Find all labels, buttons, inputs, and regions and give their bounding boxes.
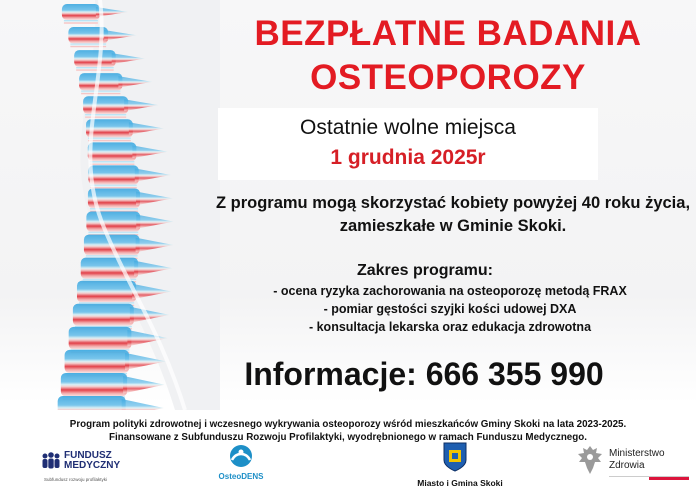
footer-line-2: Finansowane z Subfunduszu Rozwoju Profilaktyki, wyodrębnionego w ramach Funduszu Medycznego. [109, 432, 587, 443]
sponsor-logos [0, 442, 696, 492]
vertebra [83, 96, 128, 114]
vertebra [61, 373, 127, 397]
vertebral-disc [64, 20, 98, 24]
vertebra-process [123, 376, 164, 394]
title-line-1: BEZPŁATNE BADANIA [254, 14, 642, 53]
vertebra [69, 327, 132, 350]
ministerstwo-line-1: Ministerstwo [609, 448, 665, 459]
osteodens-mark-icon [226, 444, 256, 468]
contact-phone: Informacje: 666 355 990 [244, 356, 604, 392]
vertebra [79, 73, 122, 90]
footer-line-1: Program polityki zdrowotnej i wczesnego wykrywania osteoporozy wśród mieszkańców Gminy Skoki na lata 2023-2025. [69, 419, 627, 430]
gmina-text: Miasto i Gmina Skoki [417, 478, 503, 488]
vertebral-disc [88, 138, 131, 142]
event-date: 1 grudnia 2025r [330, 146, 486, 169]
vertebra-process [122, 399, 164, 410]
vertebral-disc [90, 161, 135, 165]
skoki-crest-icon [443, 442, 467, 472]
osteodens-text: OsteoDENS [218, 472, 264, 481]
vertebra [88, 165, 138, 184]
vertebra [62, 4, 100, 20]
osteodens-logo [214, 444, 268, 488]
polish-eagle-icon [575, 444, 605, 476]
date-box [218, 108, 598, 180]
vertebra [74, 50, 116, 67]
title-line-2: OSTEOPOROZY [310, 58, 586, 97]
vertebra [81, 258, 138, 279]
vertebra [58, 396, 126, 410]
scope-item: - konsultacja lekarska oraz edukacja zdrowotna [308, 320, 592, 334]
vertebral-disc [76, 67, 114, 71]
vertebral-disc [81, 91, 120, 95]
people-icon [40, 452, 62, 470]
scope-item: - pomiar gęstości szyjki kości udowej DXA [323, 302, 577, 316]
vertebra [86, 212, 140, 232]
spine-illustration [0, 0, 220, 410]
subtitle: Ostatnie wolne miejsca [300, 116, 516, 139]
footer-text [0, 418, 696, 444]
vertebra [73, 304, 134, 326]
vertebra [77, 281, 136, 303]
scope-title: Zakres programu: [356, 262, 494, 279]
fundusz-line-1: FUNDUSZ [64, 450, 112, 461]
fundusz-sub: Subfundusz rozwoju profilaktyki [44, 477, 108, 482]
vertebra [65, 350, 129, 373]
vertebra [88, 142, 137, 161]
fundusz-medyczny-logo [40, 446, 160, 486]
gmina-skoki-logo [405, 442, 515, 490]
ministerstwo-line-2: Zdrowia [609, 460, 645, 471]
scope-list [230, 282, 670, 336]
scope-item: - ocena ryzyka zachorowania na osteoporozę metodą FRAX [273, 284, 627, 298]
vertebral-disc [90, 185, 136, 189]
fundusz-line-2: MEDYCZNY [64, 460, 121, 471]
eligibility-text [210, 192, 696, 238]
polish-flag-stripe [609, 476, 689, 480]
ministerstwo-zdrowia-logo [575, 442, 695, 488]
eligibility-line-1: Z programu mogą skorzystać kobiety powyżej 40 roku życia, [215, 194, 691, 212]
eligibility-line-2: zamieszkałe w Gminie Skoki. [339, 217, 567, 235]
